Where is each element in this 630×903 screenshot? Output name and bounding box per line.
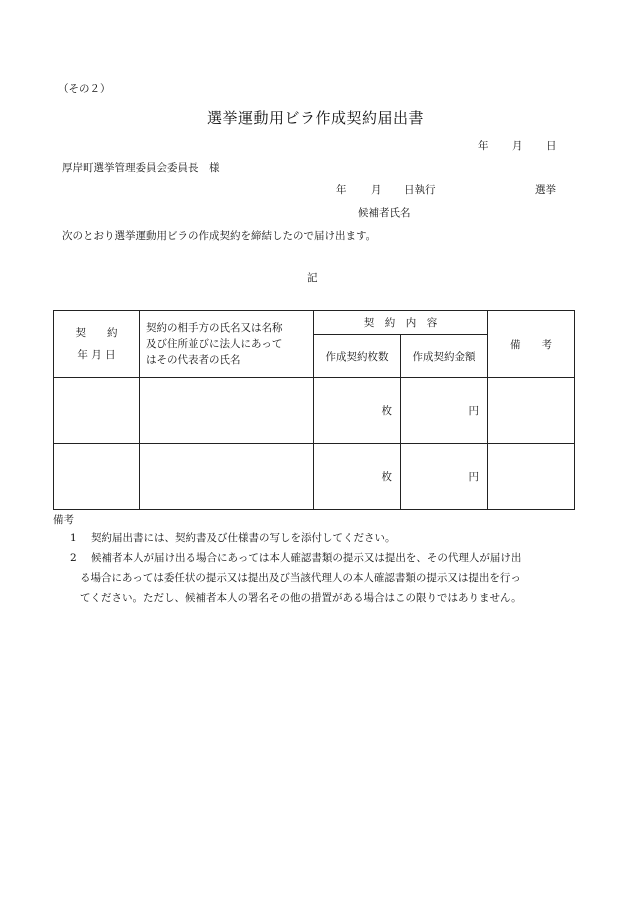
election-day-label: 日執行 (404, 184, 436, 196)
header-contract-date-line2: 年 月 日 (77, 349, 116, 361)
header-contents: 契 約 内 容 (314, 311, 488, 335)
election-kind-label: 選挙 (535, 184, 556, 196)
table-row (54, 378, 575, 444)
cell-count[interactable]: 枚 (314, 378, 401, 444)
page-title: 選挙運動用ビラ作成契約届出書 (207, 109, 425, 127)
note-1-number: 1 (70, 532, 77, 544)
header-contract-date-line1: 契 約 (75, 327, 118, 339)
note-2-text-line1: 候補者本人が届け出る場合にあっては本人確認書類の提示又は提出を、その代理人が届け出 (91, 552, 522, 564)
note-2-text-line2: る場合にあっては委任状の提示又は提出及び当該代理人の本人確認書類の提示又は提出を行っ (80, 572, 521, 584)
cell-amount[interactable]: 円 (401, 444, 488, 510)
date-month-label: 月 (512, 140, 523, 152)
note-2-text-line3: てください。ただし、候補者本人の署名その他の措置がある場合はこの限りではありません。 (80, 592, 522, 604)
ki-label: 記 (307, 272, 318, 284)
intro-text: 次のとおり選挙運動用ビラの作成契約を締結したので届け出ます。 (62, 230, 377, 242)
form-variant: （その２） (58, 83, 111, 95)
date-year-label: 年 (478, 140, 489, 152)
cell-count[interactable]: 枚 (314, 444, 401, 510)
cell-party[interactable] (140, 378, 314, 444)
note-2-number: 2 (70, 552, 77, 564)
cell-remarks[interactable] (488, 444, 575, 510)
table-row (54, 444, 575, 510)
table-header-row (54, 311, 575, 335)
cell-contract-date[interactable] (54, 378, 140, 444)
contract-table (53, 310, 575, 510)
header-count: 作成契約枚数 (314, 335, 401, 378)
cell-contract-date[interactable] (54, 444, 140, 510)
cell-party[interactable] (140, 444, 314, 510)
election-month-label: 月 (371, 184, 382, 196)
header-party-line1: 契約の相手方の氏名又は名称 (146, 322, 283, 334)
notes-heading: 備考 (53, 514, 74, 526)
candidate-name-label: 候補者氏名 (358, 207, 411, 219)
cell-amount[interactable]: 円 (401, 378, 488, 444)
header-remarks: 備 考 (488, 311, 575, 378)
header-party-line3: はその代表者の氏名 (146, 354, 241, 366)
addressee: 厚岸町選挙管理委員会委員長 様 (62, 162, 220, 174)
election-year-label: 年 (336, 184, 347, 196)
date-day-label: 日 (546, 140, 557, 152)
header-amount: 作成契約金額 (401, 335, 488, 378)
note-1-text: 契約届出書には、契約書及び仕様書の写しを添付してください。 (91, 532, 396, 544)
cell-remarks[interactable] (488, 378, 575, 444)
header-party (140, 311, 314, 378)
header-contract-date (54, 311, 140, 378)
header-party-line2: 及び住所並びに法人にあって (146, 338, 283, 350)
